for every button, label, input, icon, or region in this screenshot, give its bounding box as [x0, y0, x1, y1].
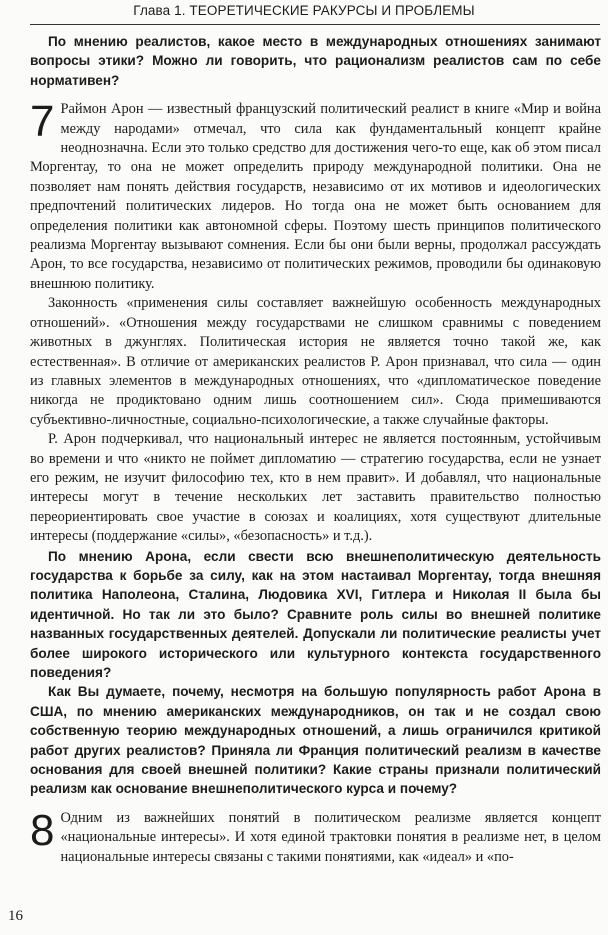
question-block-aron-power: По мнению Арона, если свести всю внешнеполитическую деятельность государства к борьбе за силу, как на этом настаивал Моргентау, тогда внешняя политика Наполеона, Сталина, Людовика XVI, Гитлера и Николая II была бы идентичной. Но так ли это было? Сравните роль силы во внешней политике названных государственных деятелей. Допускали ли политические реалисты учет более широкого исторического или культурного контекста государственного поведения? [30, 548, 601, 680]
section-number-7: 7 [30, 97, 55, 147]
page-number: 16 [8, 908, 23, 924]
section-number-8: 8 [30, 805, 55, 855]
page-content [30, 32, 601, 867]
question-block-ethics: По мнению реалистов, какое место в международных отношениях занимают вопросы этики? Можно ли говорить, что рационализм реалистов сам по себе нормативен? [30, 34, 601, 88]
question-block-aron-usa: Как Вы думаете, почему, несмотря на большую популярность работ Арона в США, по мнению американских международников, он так и не создал свою собственную теорию международных отношений, а лишь ограничился критикой работ других реалистов? Приняла ли Франция политический реализм в качестве основания для своей внешней политики? Какие страны признали политический реализм как основание внешнеполитического курса и почему? [30, 684, 601, 797]
section-8 [30, 805, 601, 867]
section-7 [30, 97, 601, 799]
header-rule [30, 24, 600, 25]
paragraph-aron-interest: Р. Арон подчеркивал, что национальный интерес не является постоянным, устойчивым во времени и что «никто не поймет дипломатию — стратегию государства, если не узнает его режим, не изучит философию тех, кто в нем правит». И добавлял, что национальные интересы могут в течение нескольких лет заставить правительство полностью переориентировать свое участие в союзах и коалициях, хотя существуют длительные интересы (поддержание «силы», «безопасность» и т.д.). [30, 431, 601, 545]
paragraph-aron-force: Законность «применения силы составляет важнейшую особенность международных отношений». «Отношения между государствами не слишком сравнимы с поведением животных в джунглях. Политическая история не является точно такой же, как естественная». В отличие от американских реалистов Р. Арон признавал, что сила — один из главных элементов в международных отношениях, что «дипломатическое поведение никогда не продиктовано одним лишь соотношением сил». Сюда примешиваются субъективно-личностные, социально-психологические, а также случайные факторы. [30, 295, 601, 428]
paragraph-aron-intro: Раймон Арон — известный французский политический реалист в книге «Мир и война между народами» отмечал, что сила как фундаментальный концепт крайне неоднозначна. Если это только средство для достижения чего-то еще, как об этом писал Моргентау, то она не может определить природу международной политики. Она не позволяет нам понять действия государств, независимо от их мотивов и идеологических предпочтений политических лидеров. Но тогда она не может быть основанием для определения политики как автономной сферы. Поэтому шесть принципов политического реализма Моргентау вызывают сомнения. Если бы они были верны, продолжал рассуждать Арон, то все государства, независимо от политических режимов, проводили бы одинаковую внешнюю политику. [30, 101, 601, 292]
paragraph-national-interests: Одним из важнейших понятий в политическом реализме является концепт «национальные интересы». И хотя единой трактовки понятия в реализме нет, в целом национальные интересы связаны с такими понятиями, как «идеал» и «по- [60, 809, 601, 865]
running-header: Глава 1. ТЕОРЕТИЧЕСКИЕ РАКУРСЫ И ПРОБЛЕМЫ [133, 3, 475, 18]
